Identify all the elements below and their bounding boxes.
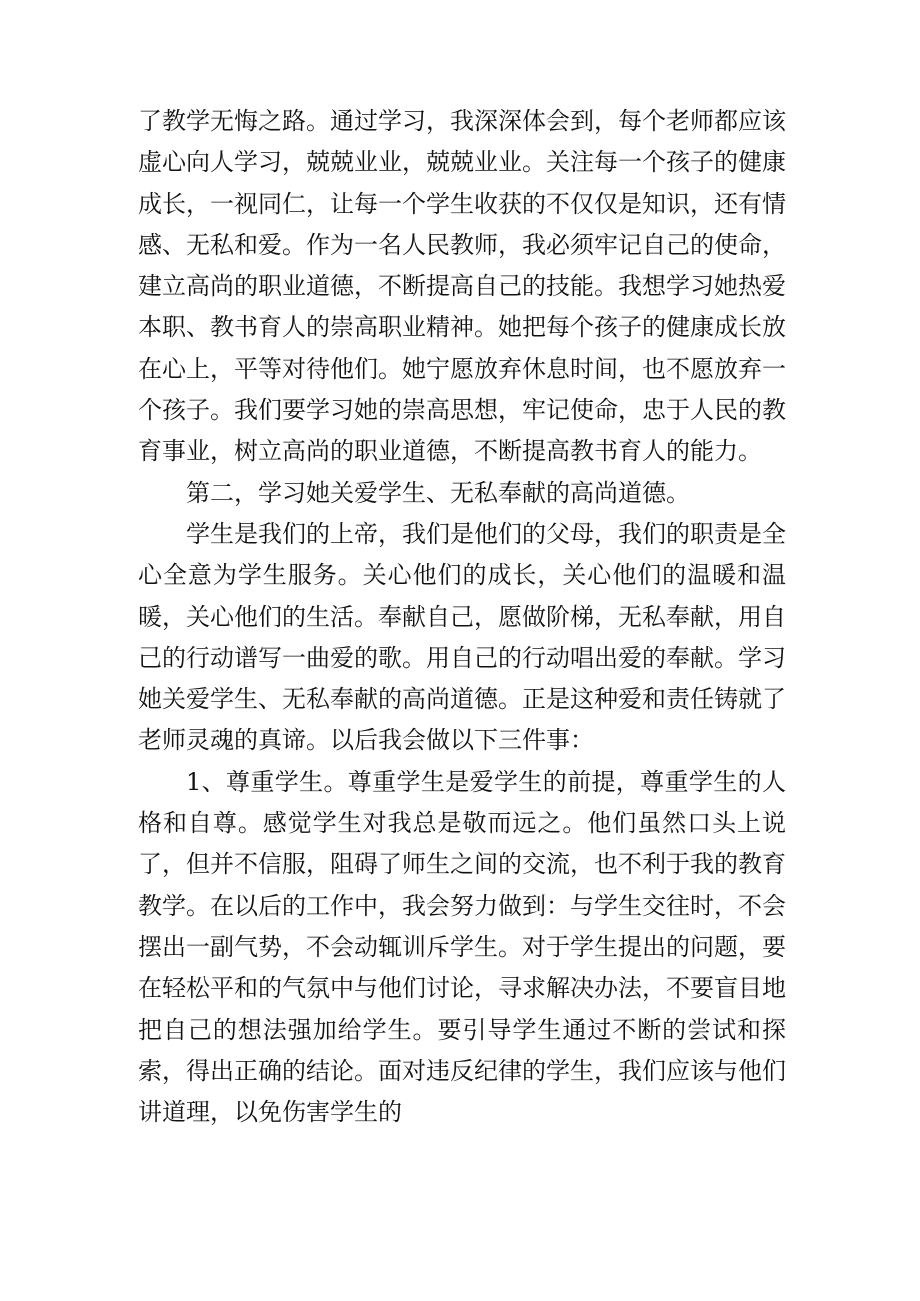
paragraph-4: 1、尊重学生。尊重学生是爱学生的前提，尊重学生的人格和自尊。感觉学生对我总是敬而远之。他们虽然口头上说了，但并不信服，阻碍了师生之间的交流，也不利于我的教育教学。在以后的工作中，我会努力做到：与学生交往时，不会摆出一副气势，不会动辄训斥学生。对于学生提出的问题，要在轻松平和的气氛中与他们讨论，寻求解决办法，不要盲目地把自己的想法强加给学生。要引导学生通过不断的尝试和探索，得出正确的结论。面对违反纪律的学生，我们应该与他们讲道理，以免伤害学生的 — [138, 767, 786, 1127]
paragraph-2: 第二，学习她关爱学生、无私奉献的高尚道德。 — [186, 478, 690, 507]
paragraph-3: 学生是我们的上帝，我们是他们的父母，我们的职责是全心全意为学生服务。关心他们的成长，关心他们的温暖和温暖，关心他们的生活。奉献自己，愿做阶梯，无私奉献，用自己的行动谱写一曲爱的歌。用自己的行动唱出爱的奉献。学习她关爱学生、无私奉献的高尚道德。正是这种爱和责任铸就了老师灵魂的真谛。以后我会做以下三件事： — [138, 519, 786, 755]
paragraph-1: 了教学无悔之路。通过学习，我深深体会到，每个老师都应该虚心向人学习，兢兢业业，兢兢业业。关注每一个孩子的健康成长，一视同仁，让每一个学生收获的不仅仅是知识，还有情感、无私和爱。作为一名人民教师，我必须牢记自己的使命，建立高尚的职业道德，不断提高自己的技能。我想学习她热爱本职、教书育人的崇高职业精神。她把每个孩子的健康成长放在心上，平等对待他们。她宁愿放弃休息时间，也不愿放弃一个孩子。我们要学习她的崇高思想，牢记使命，忠于人民的教育事业，树立高尚的职业道德，不断提高教书育人的能力。 — [138, 107, 786, 466]
document-body — [138, 101, 786, 1133]
